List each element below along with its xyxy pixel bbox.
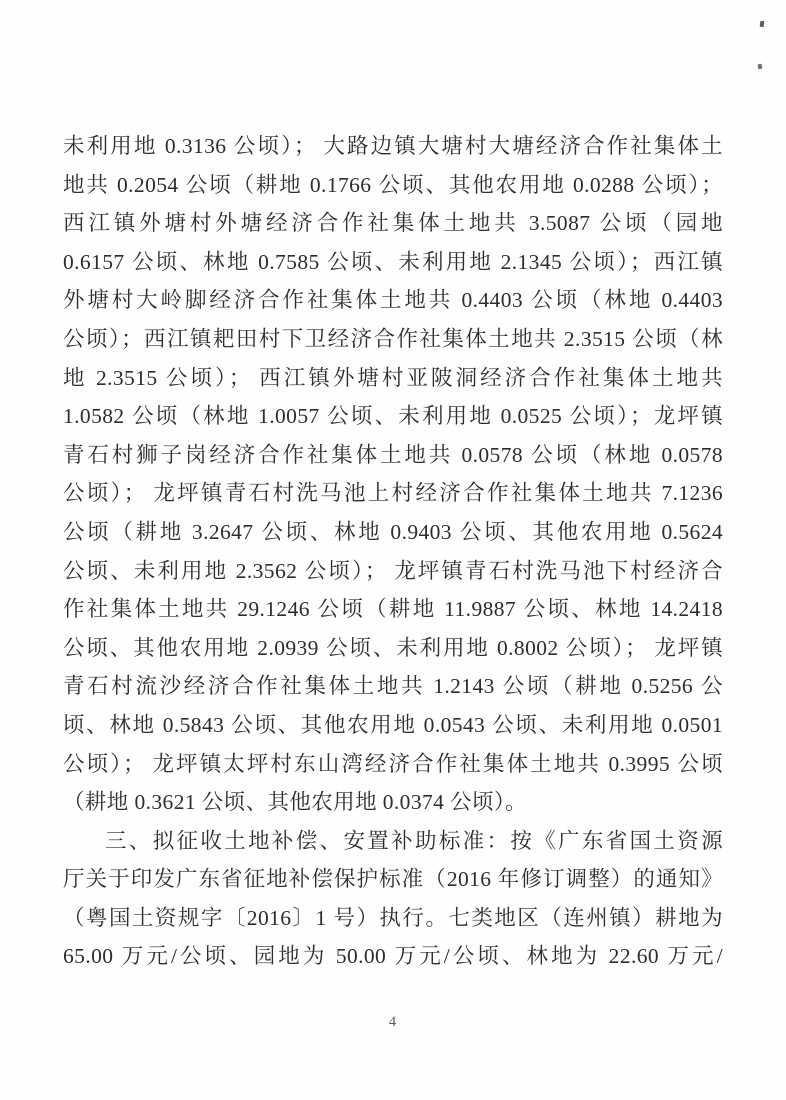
text-line: 未利用地 0.3136 公顷）； 大路边镇大塘村大塘经济合作社集体土	[63, 134, 723, 158]
text-line-paragraph-start: 三、拟征收土地补偿、安置补助标准：按《广东省国土资源	[105, 828, 723, 853]
text-line: （粤国土资规字〔2016〕1 号）执行。七类地区（连州镇）耕地为	[63, 905, 723, 930]
text-line: 地共 0.2054 公顷（耕地 0.1766 公顷、其他农用地 0.0288 公顷）；	[63, 172, 723, 197]
text-line: 公顷）； 龙坪镇青石村洗马池上村经济合作社集体土地共 7.1236	[63, 481, 723, 506]
text-line: 西江镇外塘村外塘经济合作社集体土地共 3.5087 公顷（园地	[63, 211, 723, 236]
text-line: 地 2.3515 公顷）； 西江镇外塘村亚陂洞经济合作社集体土地共	[63, 365, 723, 390]
text-line: 公顷）；西江镇耙田村下卫经济合作社集体土地共 2.3515 公顷（林	[63, 326, 723, 351]
text-line: 公顷（耕地 3.2647 公顷、林地 0.9403 公顷、其他农用地 0.5624	[63, 519, 723, 544]
text-line: 0.6157 公顷、林地 0.7585 公顷、未利用地 2.1345 公顷）；西江镇	[63, 249, 723, 274]
page-number: 4	[388, 1014, 398, 1030]
text-line: 1.0582 公顷（林地 1.0057 公顷、未利用地 0.0525 公顷）；龙坪镇	[63, 404, 723, 429]
text-line: 65.00 万元/公顷、园地为 50.00 万元/公顷、林地为 22.60 万元/	[63, 944, 723, 969]
text-line: 公顷）； 龙坪镇太坪村东山湾经济合作社集体土地共 0.3995 公顷	[63, 751, 723, 776]
text-line: 青石村流沙经济合作社集体土地共 1.2143 公顷（耕地 0.5256 公	[63, 674, 723, 699]
scan-speck-artifact	[760, 21, 765, 27]
text-line-paragraph-end: （耕地 0.3621 公顷、其他农用地 0.0374 公顷）。	[63, 790, 527, 815]
text-line: 作社集体土地共 29.1246 公顷（耕地 11.9887 公顷、林地 14.2418	[63, 597, 723, 622]
text-line: 顷、林地 0.5843 公顷、其他农用地 0.0543 公顷、未利用地 0.0501	[63, 712, 723, 737]
text-line: 厅关于印发广东省征地补偿保护标准（2016 年修订调整）的通知》	[63, 867, 723, 892]
text-line: 公顷、其他农用地 2.0939 公顷、未利用地 0.8002 公顷）； 龙坪镇	[63, 635, 723, 660]
text-line: 青石村狮子岗经济合作社集体土地共 0.0578 公顷（林地 0.0578	[63, 442, 723, 467]
scan-speck-artifact	[758, 64, 763, 70]
text-line: 公顷、未利用地 2.3562 公顷）； 龙坪镇青石村洗马池下村经济合	[63, 558, 723, 583]
text-line: 外塘村大岭脚经济合作社集体土地共 0.4403 公顷（林地 0.4403	[63, 288, 723, 313]
body-text-block	[63, 127, 723, 976]
